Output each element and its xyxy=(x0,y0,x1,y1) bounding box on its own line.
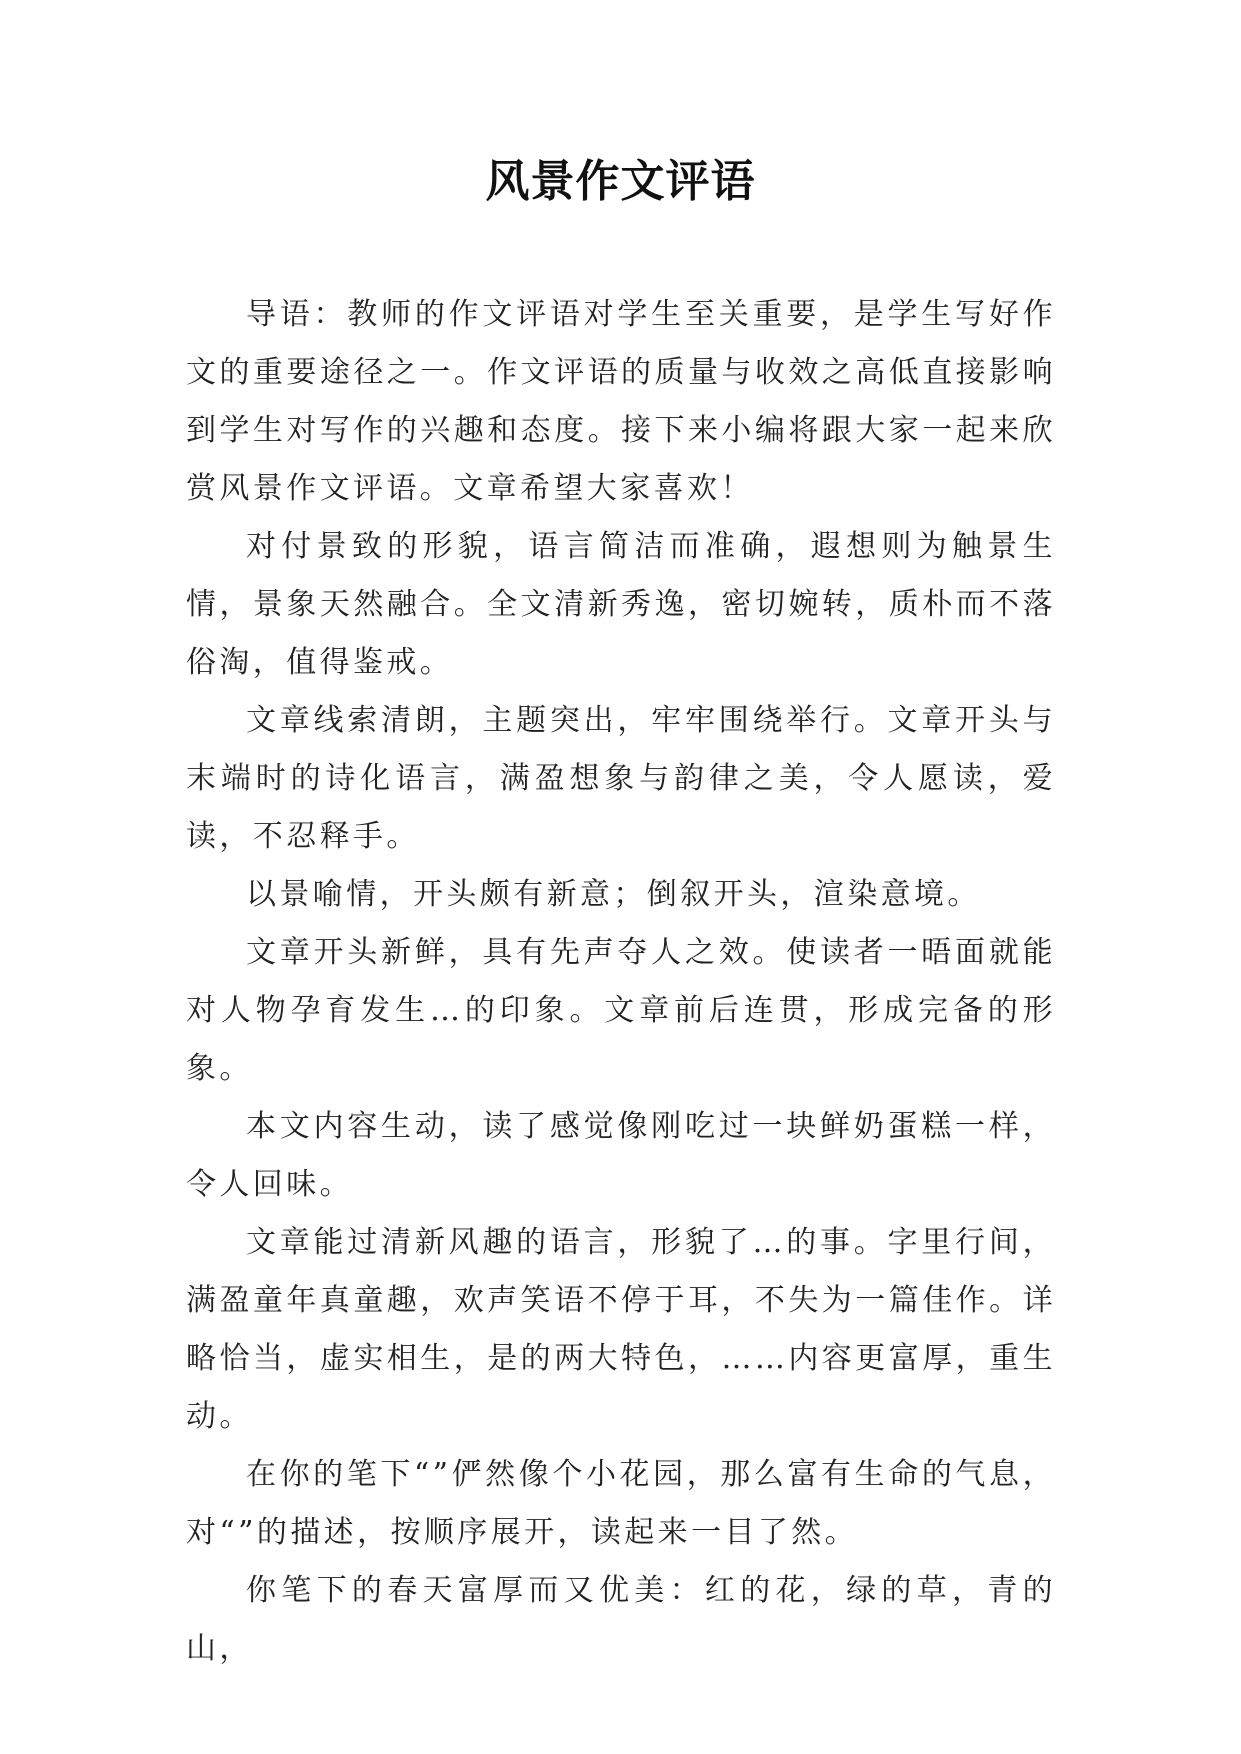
paragraph: 文章开头新鲜，具有先声夺人之效。使读者一晤面就能对人物孕育发生…的印象。文章前后连贯，形成完备的形象。 xyxy=(186,935,1056,1086)
paragraph: 文章能过清新风趣的语言，形貌了…的事。字里行间，满盈童年真童趣，欢声笑语不停于耳，不失为一篇佳作。详略恰当，虚实相生，是的两大特色，……内容更富厚，重生动。 xyxy=(186,1225,1056,1434)
paragraph: 你笔下的春天富厚而又优美：红的花，绿的草，青的山， xyxy=(186,1573,1056,1666)
paragraph: 对付景致的形貌，语言简洁而准确，遐想则为触景生情，景象天然融合。全文清新秀逸，密切婉转，质朴而不落俗淘，值得鉴戒。 xyxy=(186,529,1056,680)
paragraph: 在你的笔下“”俨然像个小花园，那么富有生命的气息，对“”的描述，按顺序展开，读起来一目了然。 xyxy=(186,1457,1056,1550)
paragraph: 以景喻情，开头颇有新意；倒叙开头，渲染意境。 xyxy=(246,877,981,912)
paragraph: 本文内容生动，读了感觉像刚吃过一块鲜奶蛋糕一样，令人回味。 xyxy=(186,1109,1056,1202)
document-body xyxy=(186,286,1056,1678)
paragraph: 文章线索清朗，主题突出，牢牢围绕举行。文章开头与末端时的诗化语言，满盈想象与韵律之美，令人愿读，爱读，不忍释手。 xyxy=(186,703,1056,854)
document-title: 风景作文评语 xyxy=(485,156,756,207)
paragraph-intro: 导语：教师的作文评语对学生至关重要，是学生写好作文的重要途径之一。作文评语的质量与收效之高低直接影响到学生对写作的兴趣和态度。接下来小编将跟大家一起来欣赏风景作文评语。文章希望大家喜欢！ xyxy=(186,297,1056,506)
